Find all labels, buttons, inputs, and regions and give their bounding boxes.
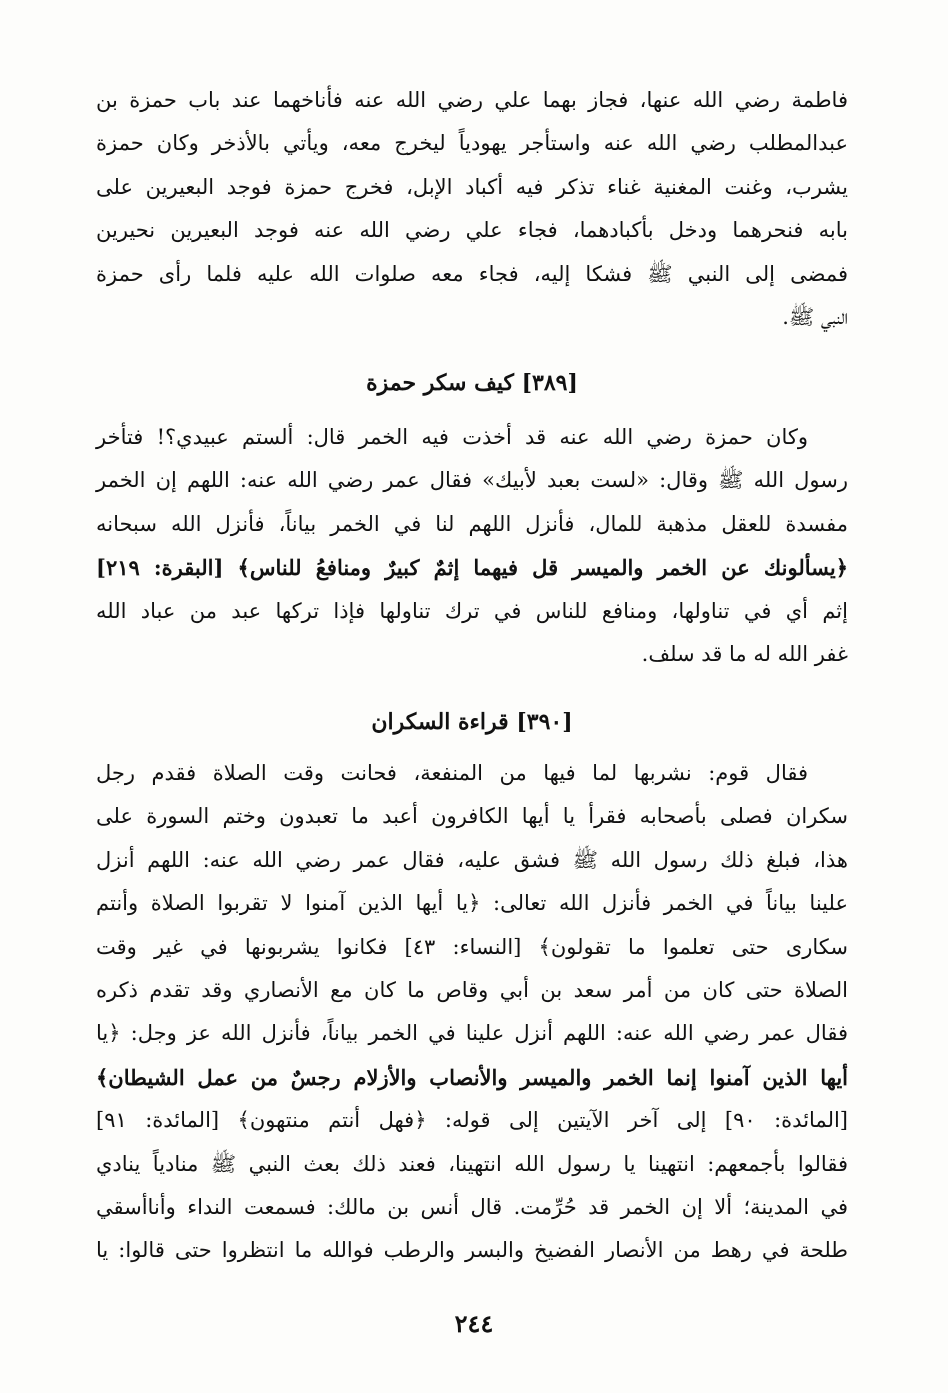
text-line: بابه فنحرهما ودخل بأكبادهما، فجاء علي رضي الله عنه فوجد البعيرين نحيرين <box>96 218 848 243</box>
text-line: فمضى إلى النبي ﷺ فشكا إليه، فجاء معه صلوات الله عليه فلما رأى حمزة <box>96 261 848 286</box>
section-heading-390: [٣٩٠] قراءة السكران <box>371 709 573 735</box>
text-line: مفسدة للعقل مذهبة للمال، فأنزل اللهم لنا في الخمر بياناً، فأنزل الله سبحانه <box>96 511 848 536</box>
text-line: يشرب، وغنت المغنية غناء تذكر فيه أكباد الإبل، فخرج حمزة فوجد البعيرين على <box>96 174 848 199</box>
text-line: فقال عمر رضي الله عنه: اللهم أنزل علينا في الخمر بياناً، فأنزل الله عز وجل: ﴿يا <box>96 1021 848 1046</box>
text-line: فاطمة رضي الله عنها، فجاز بهما علي رضي الله عنه فأناخهما عند باب حمزة بن <box>96 88 848 112</box>
text-line: سكارى حتى تعلموا ما تقولون﴾ [النساء: ٤٣] فكانوا يشربونها في غير وقت <box>96 934 848 959</box>
text-line: سكران فصلى بأصحابه فقرأ يا أيها الكافرون أعبد ما تعبدون وختم السورة على <box>96 804 848 829</box>
section-390-paragraph <box>96 752 848 1273</box>
page-number: ٢٤٤ <box>454 1309 494 1338</box>
text-line: فقال قوم: نشربها لما فيها من المنفعة، فحانت وقت الصلاة فقدم رجل <box>96 761 808 785</box>
text-line: علينا بياناً في الخمر فأنزل الله تعالى: ﴿يا أيها الذين آمنوا لا تقربوا الصلاة وأنتم <box>96 891 848 916</box>
text-line: غفر الله له ما قد سلف. <box>641 641 848 666</box>
text-line: عبدالمطلب رضي الله عنه واستأجر يهودياً ليخرج معه، ويأتي بالأذخر وكان حمزة <box>96 131 848 156</box>
quran-verse-line: أيها الذين آمنوا إنما الخمر والميسر والأنصاب والأزلام رجسٌ من عمل الشيطان﴾ <box>96 1064 848 1090</box>
section-heading-389: [٣٨٩] كيف سكر حمزة <box>366 370 578 396</box>
text-line: إثم أي في تناولها، ومنافع للناس في ترك تناولها فإذا تركها عبد من عباد الله <box>96 598 848 623</box>
quran-verse-line: ﴿يسألونك عن الخمر والميسر قل فيهما إثمٌ كبيرٌ ومنافعُ للناس﴾ [البقرة: ٢١٩] <box>96 555 848 581</box>
section-389-paragraph <box>96 416 848 676</box>
text-line: فقالوا بأجمعهم: انتهينا يا رسول الله انتهينا، فعند ذلك بعث النبي ﷺ منادياً ينادي <box>96 1151 848 1176</box>
text-line: رسول الله ﷺ وقال: «لست بعبد لأبيك» فقال عمر رضي الله عنه: اللهم إن الخمر <box>96 468 848 493</box>
text-line: الصلاة حتى كان من أمر سعد بن أبي وقاص ما كان مع الأنصاري وقد تقدم ذكره <box>96 977 848 1002</box>
top-paragraph <box>96 79 848 339</box>
text-line: النبي ﷺ. <box>782 304 848 329</box>
text-line: وكان حمزة رضي الله عنه قد أخذت فيه الخمر قال: ألستم عبيدي؟! فتأخر <box>96 425 808 449</box>
text-line: طلحة في رهط من الأنصار الفضيخ والبسر والرطب فوالله ما انتظروا حتى قالوا: يا <box>96 1238 848 1263</box>
text-line: في المدينة؛ ألا إن الخمر قد حُرِّمت. قال أنس بن مالك: فسمعت النداء وأناأسقي <box>96 1194 848 1219</box>
text-line: [المائدة: ٩٠] إلى آخر الآيتين إلى قوله: ﴿فهل أنتم منتهون﴾ [المائدة: ٩١] <box>96 1108 848 1133</box>
text-line: هذا، فبلغ ذلك رسول الله ﷺ فشق عليه، فقال عمر رضي الله عنه: اللهم أنزل <box>96 847 848 872</box>
